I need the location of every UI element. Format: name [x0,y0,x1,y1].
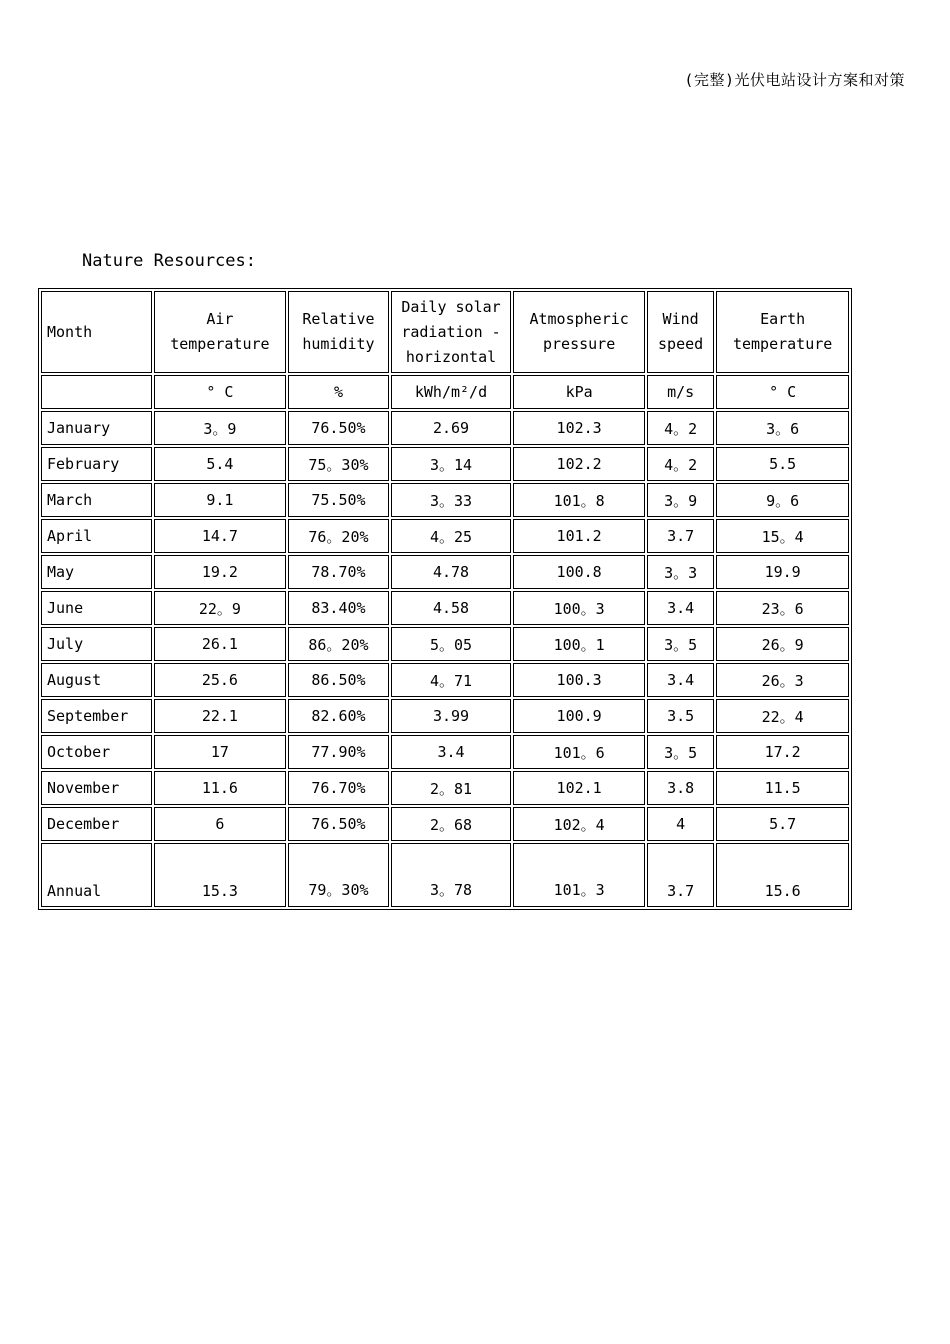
unit-cell: kPa [513,375,645,409]
cell-month: April [41,519,152,553]
cell-wind-speed: 3。3 [647,555,714,589]
cell-relative-humidity: 75.50% [288,483,389,517]
table-row [41,411,849,445]
table-row [41,447,849,481]
cell-air-temperature: 22.1 [154,699,287,733]
cell-wind-speed: 3.5 [647,699,714,733]
header-note: (完整)光伏电站设计方案和对策 [684,71,905,89]
cell-air-temperature: 19.2 [154,555,287,589]
cell-atmospheric-pressure: 102.3 [513,411,645,445]
unit-cell: % [288,375,389,409]
cell-daily-solar-radiation: 4。25 [391,519,512,553]
cell-relative-humidity: 76.50% [288,411,389,445]
cell-atmospheric-pressure: 100。1 [513,627,645,661]
cell-wind-speed: 3.7 [647,519,714,553]
cell-earth-temperature: 5.5 [716,447,849,481]
cell-air-temperature: 11.6 [154,771,287,805]
cell-month: October [41,735,152,769]
cell-earth-temperature: 3。6 [716,411,849,445]
cell-atmospheric-pressure: 100.3 [513,663,645,697]
cell-air-temperature: 5.4 [154,447,287,481]
table-row [41,627,849,661]
cell-relative-humidity: 75。30% [288,447,389,481]
cell-wind-speed: 3。9 [647,483,714,517]
cell-atmospheric-pressure: 102.2 [513,447,645,481]
cell-wind-speed: 4。2 [647,447,714,481]
header-cell-wind-speed: Wind speed [647,291,714,373]
cell-air-temperature: 14.7 [154,519,287,553]
cell-air-temperature: 3。9 [154,411,287,445]
cell-earth-temperature: 26。3 [716,663,849,697]
cell-atmospheric-pressure: 101。3 [513,843,645,907]
cell-daily-solar-radiation: 3.4 [391,735,512,769]
cell-daily-solar-radiation: 5。05 [391,627,512,661]
unit-cell: ° C [154,375,287,409]
table-row [41,663,849,697]
cell-air-temperature: 15.3 [154,843,287,907]
cell-air-temperature: 6 [154,807,287,841]
cell-earth-temperature: 23。6 [716,591,849,625]
header-cell-atmospheric-pressure: Atmospheric pressure [513,291,645,373]
cell-month: February [41,447,152,481]
cell-month: July [41,627,152,661]
cell-atmospheric-pressure: 102.1 [513,771,645,805]
cell-relative-humidity: 76。20% [288,519,389,553]
cell-relative-humidity: 76.50% [288,807,389,841]
cell-daily-solar-radiation: 2。81 [391,771,512,805]
cell-month: November [41,771,152,805]
cell-relative-humidity: 86。20% [288,627,389,661]
cell-daily-solar-radiation: 2。68 [391,807,512,841]
cell-wind-speed: 3.4 [647,663,714,697]
table-body [41,291,849,907]
cell-month: January [41,411,152,445]
table-row [41,591,849,625]
cell-relative-humidity: 82.60% [288,699,389,733]
cell-air-temperature: 17 [154,735,287,769]
cell-wind-speed: 3.7 [647,843,714,907]
table-row [41,771,849,805]
cell-relative-humidity: 83.40% [288,591,389,625]
cell-earth-temperature: 15.6 [716,843,849,907]
cell-daily-solar-radiation: 3。33 [391,483,512,517]
climate-table [38,288,852,910]
cell-month: Annual [41,843,152,907]
cell-earth-temperature: 9。6 [716,483,849,517]
cell-relative-humidity: 77.90% [288,735,389,769]
cell-earth-temperature: 5.7 [716,807,849,841]
unit-cell: m/s [647,375,714,409]
cell-wind-speed: 4。2 [647,411,714,445]
cell-wind-speed: 3.4 [647,591,714,625]
cell-atmospheric-pressure: 101。6 [513,735,645,769]
cell-earth-temperature: 17.2 [716,735,849,769]
cell-earth-temperature: 15。4 [716,519,849,553]
unit-cell: kWh/m²/d [391,375,512,409]
units-row [41,375,849,409]
cell-air-temperature: 22。9 [154,591,287,625]
cell-month: August [41,663,152,697]
table-row [41,735,849,769]
cell-air-temperature: 26.1 [154,627,287,661]
header-cell-air-temperature: Air temperature [154,291,287,373]
table-row [41,807,849,841]
cell-earth-temperature: 19.9 [716,555,849,589]
cell-earth-temperature: 22。4 [716,699,849,733]
header-cell-earth-temperature: Earth temperature [716,291,849,373]
cell-month: December [41,807,152,841]
cell-wind-speed: 3.8 [647,771,714,805]
cell-month: September [41,699,152,733]
cell-wind-speed: 3。5 [647,735,714,769]
cell-daily-solar-radiation: 4.78 [391,555,512,589]
header-cell-month: Month [41,291,152,373]
climate-table-container [38,288,852,910]
cell-earth-temperature: 26。9 [716,627,849,661]
cell-relative-humidity: 78.70% [288,555,389,589]
cell-daily-solar-radiation: 3。14 [391,447,512,481]
cell-daily-solar-radiation: 2.69 [391,411,512,445]
cell-month: March [41,483,152,517]
table-row [41,519,849,553]
cell-relative-humidity: 76.70% [288,771,389,805]
cell-atmospheric-pressure: 100。3 [513,591,645,625]
table-row [41,699,849,733]
cell-atmospheric-pressure: 102。4 [513,807,645,841]
cell-atmospheric-pressure: 100.9 [513,699,645,733]
cell-air-temperature: 9.1 [154,483,287,517]
cell-air-temperature: 25.6 [154,663,287,697]
annual-row [41,843,849,907]
cell-month: May [41,555,152,589]
cell-wind-speed: 4 [647,807,714,841]
table-row [41,483,849,517]
header-cell-daily-solar-radiation: Daily solar radiation - horizontal [391,291,512,373]
cell-atmospheric-pressure: 101。8 [513,483,645,517]
cell-wind-speed: 3。5 [647,627,714,661]
cell-atmospheric-pressure: 101.2 [513,519,645,553]
header-cell-relative-humidity: Relative humidity [288,291,389,373]
cell-atmospheric-pressure: 100.8 [513,555,645,589]
unit-cell [41,375,152,409]
cell-daily-solar-radiation: 3。78 [391,843,512,907]
cell-daily-solar-radiation: 4.58 [391,591,512,625]
header-row [41,291,849,373]
cell-earth-temperature: 11.5 [716,771,849,805]
cell-daily-solar-radiation: 3.99 [391,699,512,733]
cell-month: June [41,591,152,625]
table-row [41,555,849,589]
cell-daily-solar-radiation: 4。71 [391,663,512,697]
cell-relative-humidity: 79。30% [288,843,389,907]
section-title: Nature Resources: [82,251,256,271]
cell-relative-humidity: 86.50% [288,663,389,697]
unit-cell: ° C [716,375,849,409]
